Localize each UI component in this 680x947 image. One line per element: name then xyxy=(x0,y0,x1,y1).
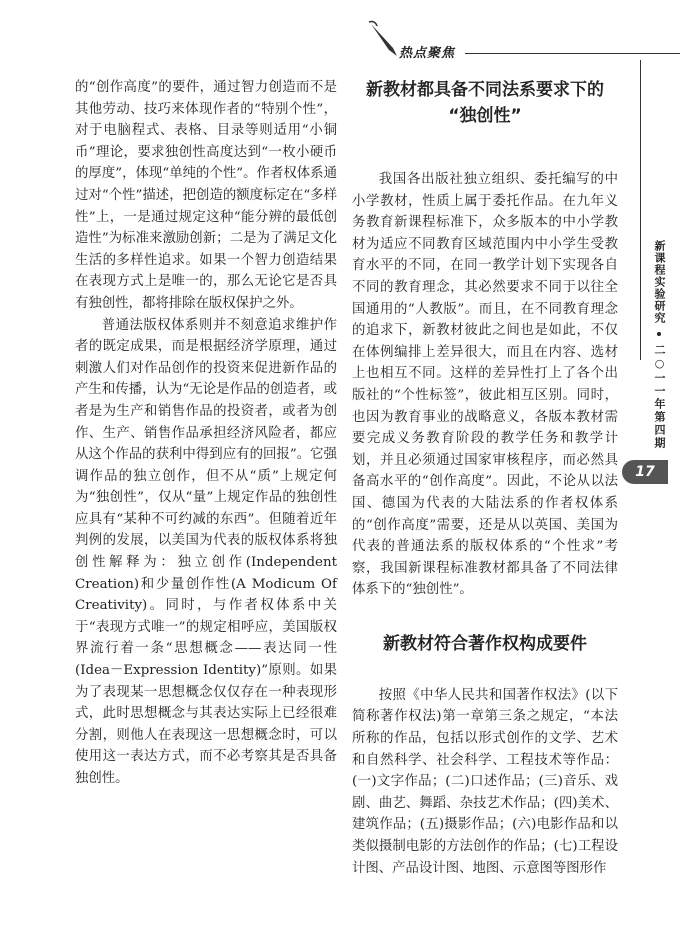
left-column xyxy=(75,77,337,790)
separator-dot xyxy=(657,332,661,336)
body-paragraph: 的“创作高度”的要件，通过智力创造而不是其他劳动、技巧来体现作者的“特别个性”，对于电脑程式、表格、目录等则适用“小铜币”理论，要求独创性高度达到“一枚小硬币的厚度”，体现“单纯的个性”。作者权体系通过对“个性”描述，把创造的额度标定在“多样性”上，一是通过规定这种“能分辨的最低创造性”为标准来激励创新；二是为了满足文化生活的多样性追求。如果一个智力创造结果在表现方式上是唯一的，那么无论它是否具有独创性，都将排除在版权保护之外。 xyxy=(75,80,337,311)
page-number: 17 xyxy=(622,460,668,484)
column-divider xyxy=(640,60,641,360)
page-header xyxy=(75,0,640,62)
heading-line: “独创性” xyxy=(448,106,522,126)
body-paragraph: 按照《中华人民共和国著作权法》(以下简称著作权法)第一章第三条之规定，“本法所称的作品，包括以形式创作的文学、艺术和自然科学、社会科学、工程技术等作品：(一)文字作品；(二)口述作品；(三)音乐、戏剧、曲艺、舞蹈、杂技艺术作品；(四)美术、建筑作品；(五)摄影作品；(六)电影作品和以类似摄制电影的方法创作的作品；(七)工程设计图、产品设计图、地图、示意图等图形作 xyxy=(352,687,618,876)
section-heading: 新教材符合著作权构成要件 xyxy=(383,633,587,654)
body-paragraph: 普通法版权体系则并不刻意追求维护作者的既定成果，而是根据经济学原理，通过刺激人们对作品创作的投资来促进新作品的产生和传播，认为“无论是作品的创造者，或者是为生产和销售作品的投资者，或者为创作、生产、销售作品承担经济风险者，都应从这个作品的获利中得到应有的回报”。它强调作品的独立创作，但不从“质”上规定何为“独创性”，仅从“量”上规定作品的独创性应具有“某种不可约减的东西”。但随着近年判例的发展，以美国为代表的版权体系将独创性解释为：独立创作(Independent Creation)和少量创作性(A Modicum Of Creativity)。同时，与作者权体系中关于“表现方式唯一”的规定相呼应，美国版权界流行着一条“思想概念——表达同一性(Idea－Expression Identity)”原则。如果为了表现某一思想概念仅仅存在一种表现形式，此时思想概念与其表达实际上已经很难分割，则他人在表现这一思想概念时，可以使用这一表达方式，而不必考察其是否具备独创性。 xyxy=(75,317,337,786)
section-title: 热点聚焦 xyxy=(399,46,456,61)
journal-sidebar xyxy=(642,240,676,450)
heading-line: 新教材都具备不同法系要求下的 xyxy=(366,80,604,100)
section-heading xyxy=(352,77,618,129)
header-rule xyxy=(465,53,680,54)
journal-title: 新课程实验研究 xyxy=(653,240,666,324)
right-column xyxy=(352,77,618,879)
body-paragraph: 我国各出版社独立组织、委托编写的中小学教材，性质上属于委托作品。在九年义务教育新课程标准下，众多版本的中小学教材为适应不同教育区域范围内中小学生受教育水平的不同，在同一教学计划下实现各自不同的教育理念，其必然要求不同于以往全国通用的“人教版”。而且，在不同教育理念的追求下，新教材彼此之间也是如此，不仅在体例编排上差异很大，而且在内容、选材上也相互不同。这样的差异性打上了各个出版社的“个性标签”，彼此相互区别。同时，也因为教育事业的战略意义，各版本教材需要完成义务教育阶段的教学任务和教学计划，并且必须通过国家审核程序，而必然具备高水平的“创作高度”。因此，不论从以法国、德国为代表的大陆法系的作者权体系的“创作高度”需要，还是从以英国、美国为代表的普通法系的版权体系的“个性求”考察，我国新课程标准教材都具备了不同法律体系下的“独创性”。 xyxy=(352,172,618,598)
issue-label: 二○一一年第四期 xyxy=(653,344,666,450)
